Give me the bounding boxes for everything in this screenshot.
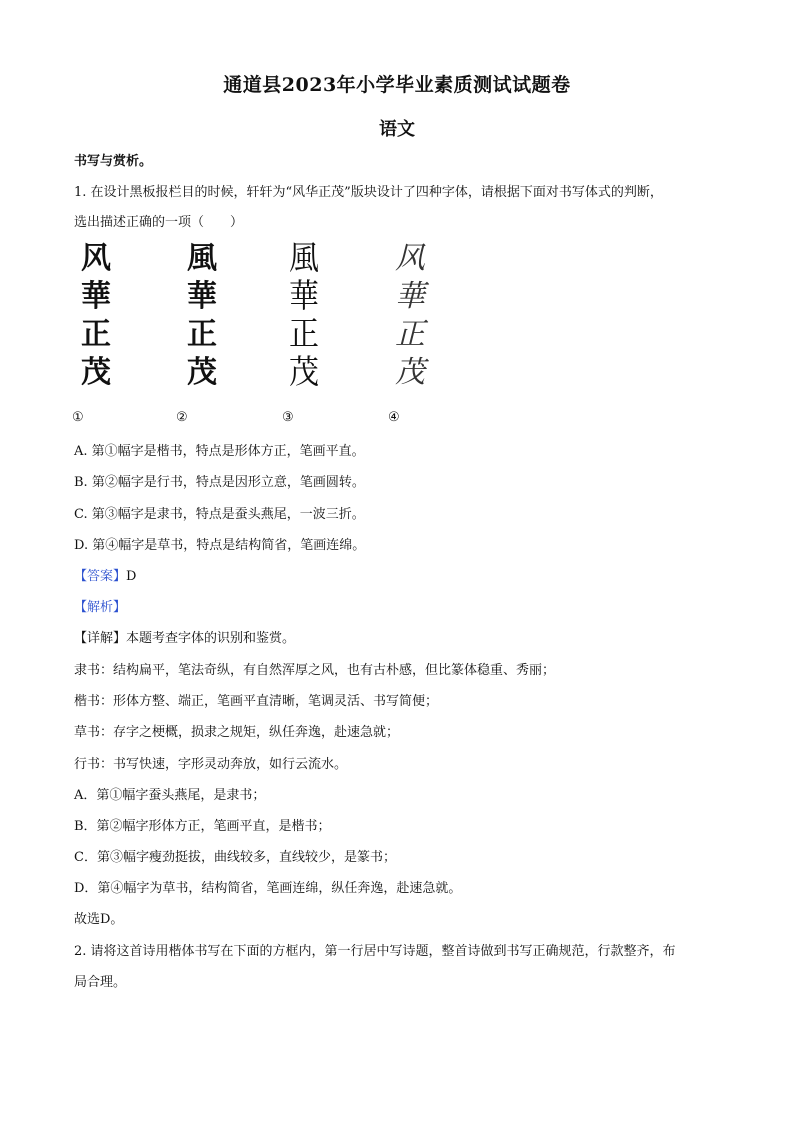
calligraphy-char: 華 — [289, 277, 319, 316]
option-b: B. 第②幅字是行书，特点是因形立意，笔画圆转。 — [74, 475, 365, 490]
calligraphy-char: 華 — [395, 279, 425, 314]
calligraphy-char: 正 — [289, 315, 319, 354]
detail-text: 本题考查字体的识别和鉴赏。 — [126, 631, 296, 646]
question-2-text-line-2: 局合理。 — [74, 975, 127, 990]
analysis-tag: 【解析】 — [74, 600, 127, 615]
calligraphy-char: 風 — [289, 239, 319, 278]
section-heading: 书写与赏析。 — [74, 154, 153, 169]
calligraphy-char: 茂 — [289, 353, 319, 392]
detail-line — [74, 629, 295, 649]
calligraphy-char: 正 — [187, 318, 217, 351]
explanation-line: D．第④幅字为草书，结构简省，笔画连绵，纵任奔逸，赴速急就。 — [74, 881, 462, 896]
detail-tag: 【详解】 — [74, 631, 127, 646]
explanation-line: 行书：书写快速，字形灵动奔放，如行云流水。 — [74, 757, 348, 772]
sample-label-2: ② — [176, 410, 188, 425]
sample-label-1: ① — [72, 410, 84, 425]
option-c: C. 第③幅字是隶书，特点是蚕头燕尾，一波三折。 — [74, 507, 365, 522]
page-title: 通道县2023年小学毕业素质测试试题卷 — [223, 74, 571, 96]
calligraphy-char: 风 — [395, 241, 425, 276]
calligraphy-char: 茂 — [187, 356, 217, 389]
calligraphy-char: 華 — [187, 280, 217, 313]
question-1-text-line-1: 1. 在设计黑板报栏目的时候，轩轩为“风华正茂”版块设计了四种字体，请根据下面对书写体式的判断， — [74, 185, 663, 200]
option-d: D. 第④幅字是草书，特点是结构简省，笔画连绵。 — [74, 538, 366, 553]
calligraphy-sample-3 — [274, 240, 334, 400]
calligraphy-char: 茂 — [395, 355, 425, 390]
answer-tag: 【答案】 — [74, 569, 127, 584]
calligraphy-char: 正 — [395, 317, 425, 352]
sample-label-4: ④ — [388, 410, 400, 425]
sample-label-3: ③ — [282, 410, 294, 425]
question-1-text-line-2: 选出描述正确的一项（ ） — [74, 215, 244, 230]
calligraphy-char: 茂 — [81, 355, 111, 390]
answer-value: D — [126, 569, 137, 584]
explanation-line: 楷书：形体方整、端正，笔画平直清晰，笔调灵活、书写简便； — [74, 694, 439, 709]
calligraphy-sample-4 — [380, 240, 440, 400]
analysis-line — [74, 598, 126, 618]
calligraphy-char: 风 — [81, 241, 111, 276]
explanation-line: 故选D。 — [74, 912, 124, 927]
calligraphy-sample-1 — [66, 240, 126, 400]
calligraphy-char: 華 — [81, 279, 111, 314]
explanation-line: A．第①幅字蚕头燕尾，是隶书； — [74, 788, 266, 803]
answer-line — [74, 567, 136, 587]
explanation-line: 草书：存字之梗概，损隶之规矩，纵任奔逸，赴速急就； — [74, 725, 400, 740]
question-2-text-line-1: 2. 请将这首诗用楷体书写在下面的方框内，第一行居中写诗题，整首诗做到书写正确规范，行款整齐，布 — [74, 944, 676, 959]
page-subtitle: 语文 — [379, 119, 415, 140]
calligraphy-char: 風 — [187, 242, 217, 275]
calligraphy-char: 正 — [81, 317, 111, 352]
explanation-line: 隶书：结构扁平，笔法奇纵，有自然浑厚之风，也有古朴感，但比篆体稳重、秀丽； — [74, 663, 556, 678]
explanation-line: B．第②幅字形体方正，笔画平直，是楷书； — [74, 819, 331, 834]
calligraphy-sample-2 — [172, 240, 232, 400]
option-a: A. 第①幅字是楷书，特点是形体方正，笔画平直。 — [74, 444, 365, 459]
explanation-line: C．第③幅字瘦劲挺拔，曲线较多，直线较少，是篆书； — [74, 850, 396, 865]
